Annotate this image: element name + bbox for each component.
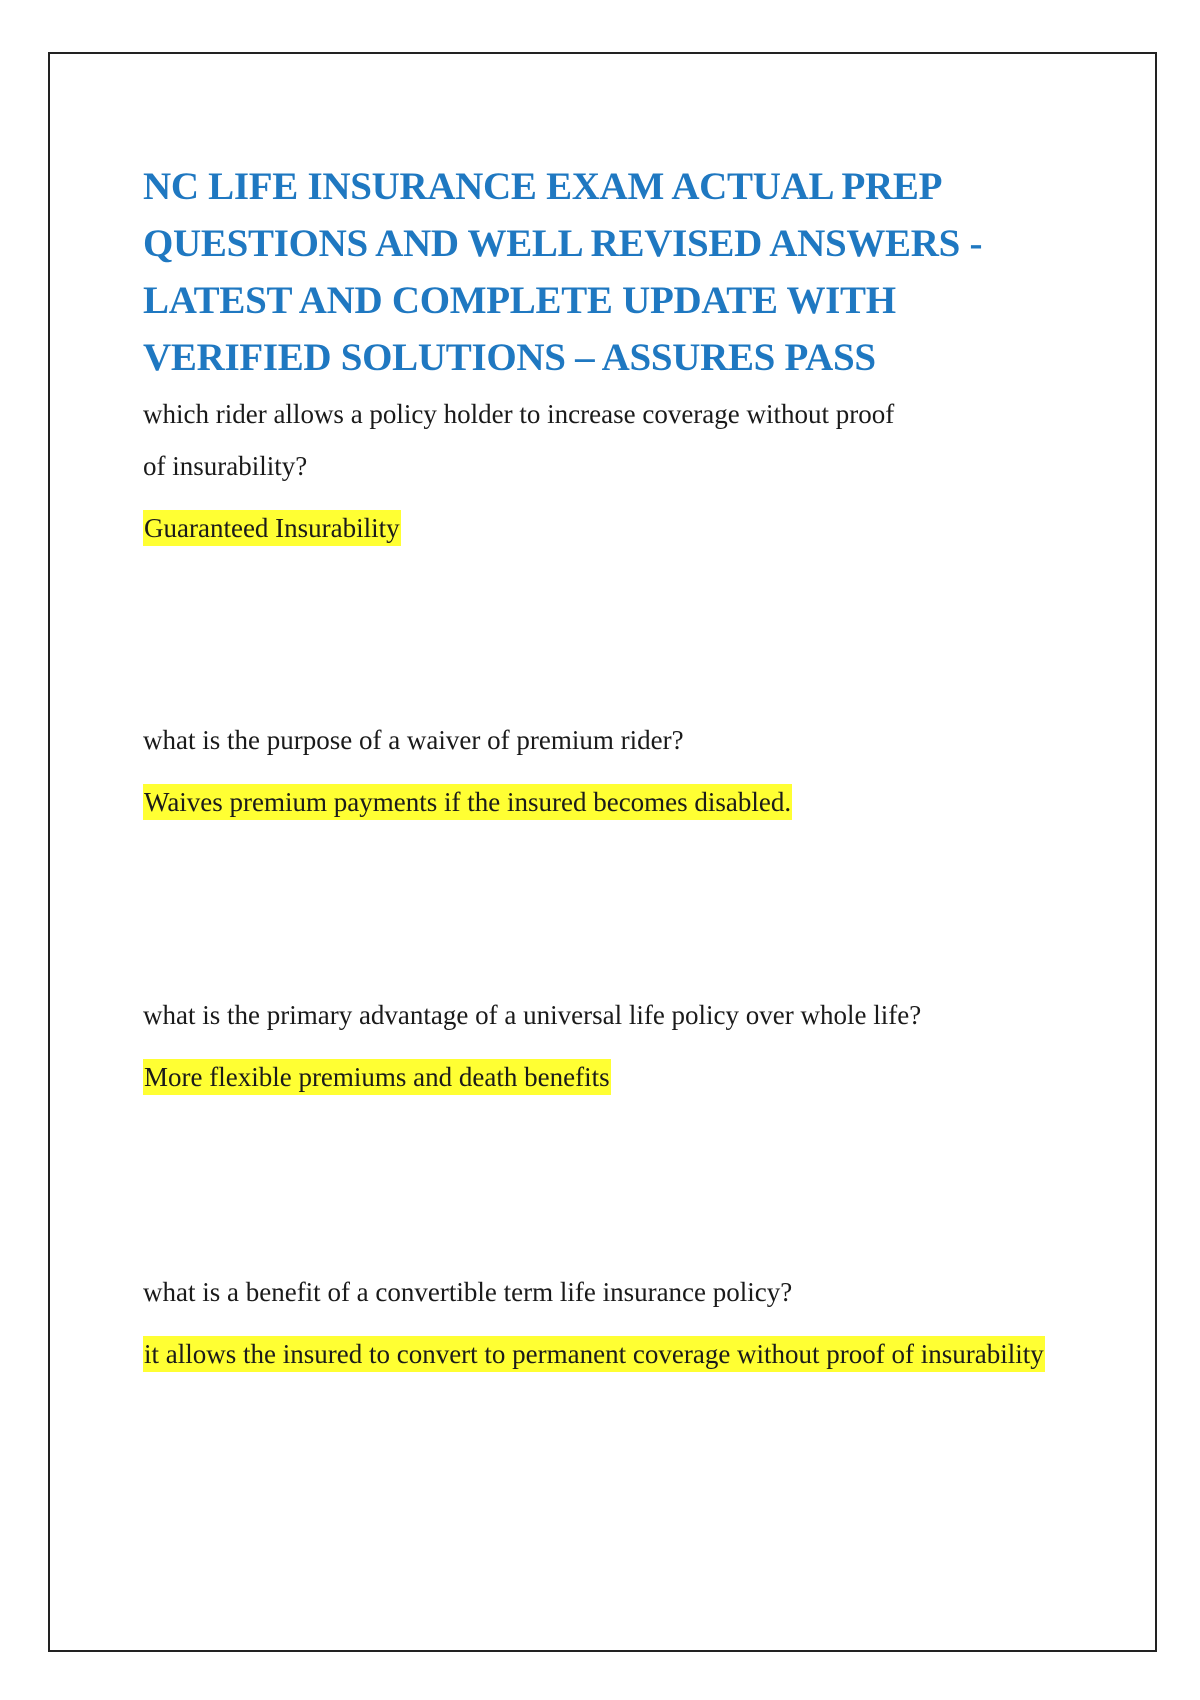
answer-highlight: More flexible premiums and death benefits xyxy=(143,1059,611,1095)
qa-item-1 xyxy=(143,388,1103,546)
answer-highlight: Waives premium payments if the insured becomes disabled. xyxy=(143,784,792,820)
document-title xyxy=(143,158,1043,386)
title-line-2: QUESTIONS AND WELL REVISED ANSWERS - xyxy=(143,222,983,265)
title-line-1: NC LIFE INSURANCE EXAM ACTUAL PREP xyxy=(143,165,943,208)
question-text: which rider allows a policy holder to increase coverage without proof of insurability? xyxy=(143,399,895,481)
qa-item-2 xyxy=(143,714,1103,820)
document-page xyxy=(48,52,1157,1652)
question-text: what is the primary advantage of a universal life policy over whole life? xyxy=(143,1000,922,1030)
question-text: what is the purpose of a waiver of premium rider? xyxy=(143,725,684,755)
qa-item-3 xyxy=(143,989,1103,1095)
question-text: what is a benefit of a convertible term life insurance policy? xyxy=(143,1277,793,1307)
title-line-4: VERIFIED SOLUTIONS – ASSURES PASS xyxy=(143,336,876,379)
title-line-3: LATEST AND COMPLETE UPDATE WITH xyxy=(143,279,896,322)
answer-highlight: it allows the insured to convert to permanent coverage without proof of insurability xyxy=(143,1336,1045,1372)
answer-highlight: Guaranteed Insurability xyxy=(143,510,401,546)
qa-item-4 xyxy=(143,1266,1103,1372)
